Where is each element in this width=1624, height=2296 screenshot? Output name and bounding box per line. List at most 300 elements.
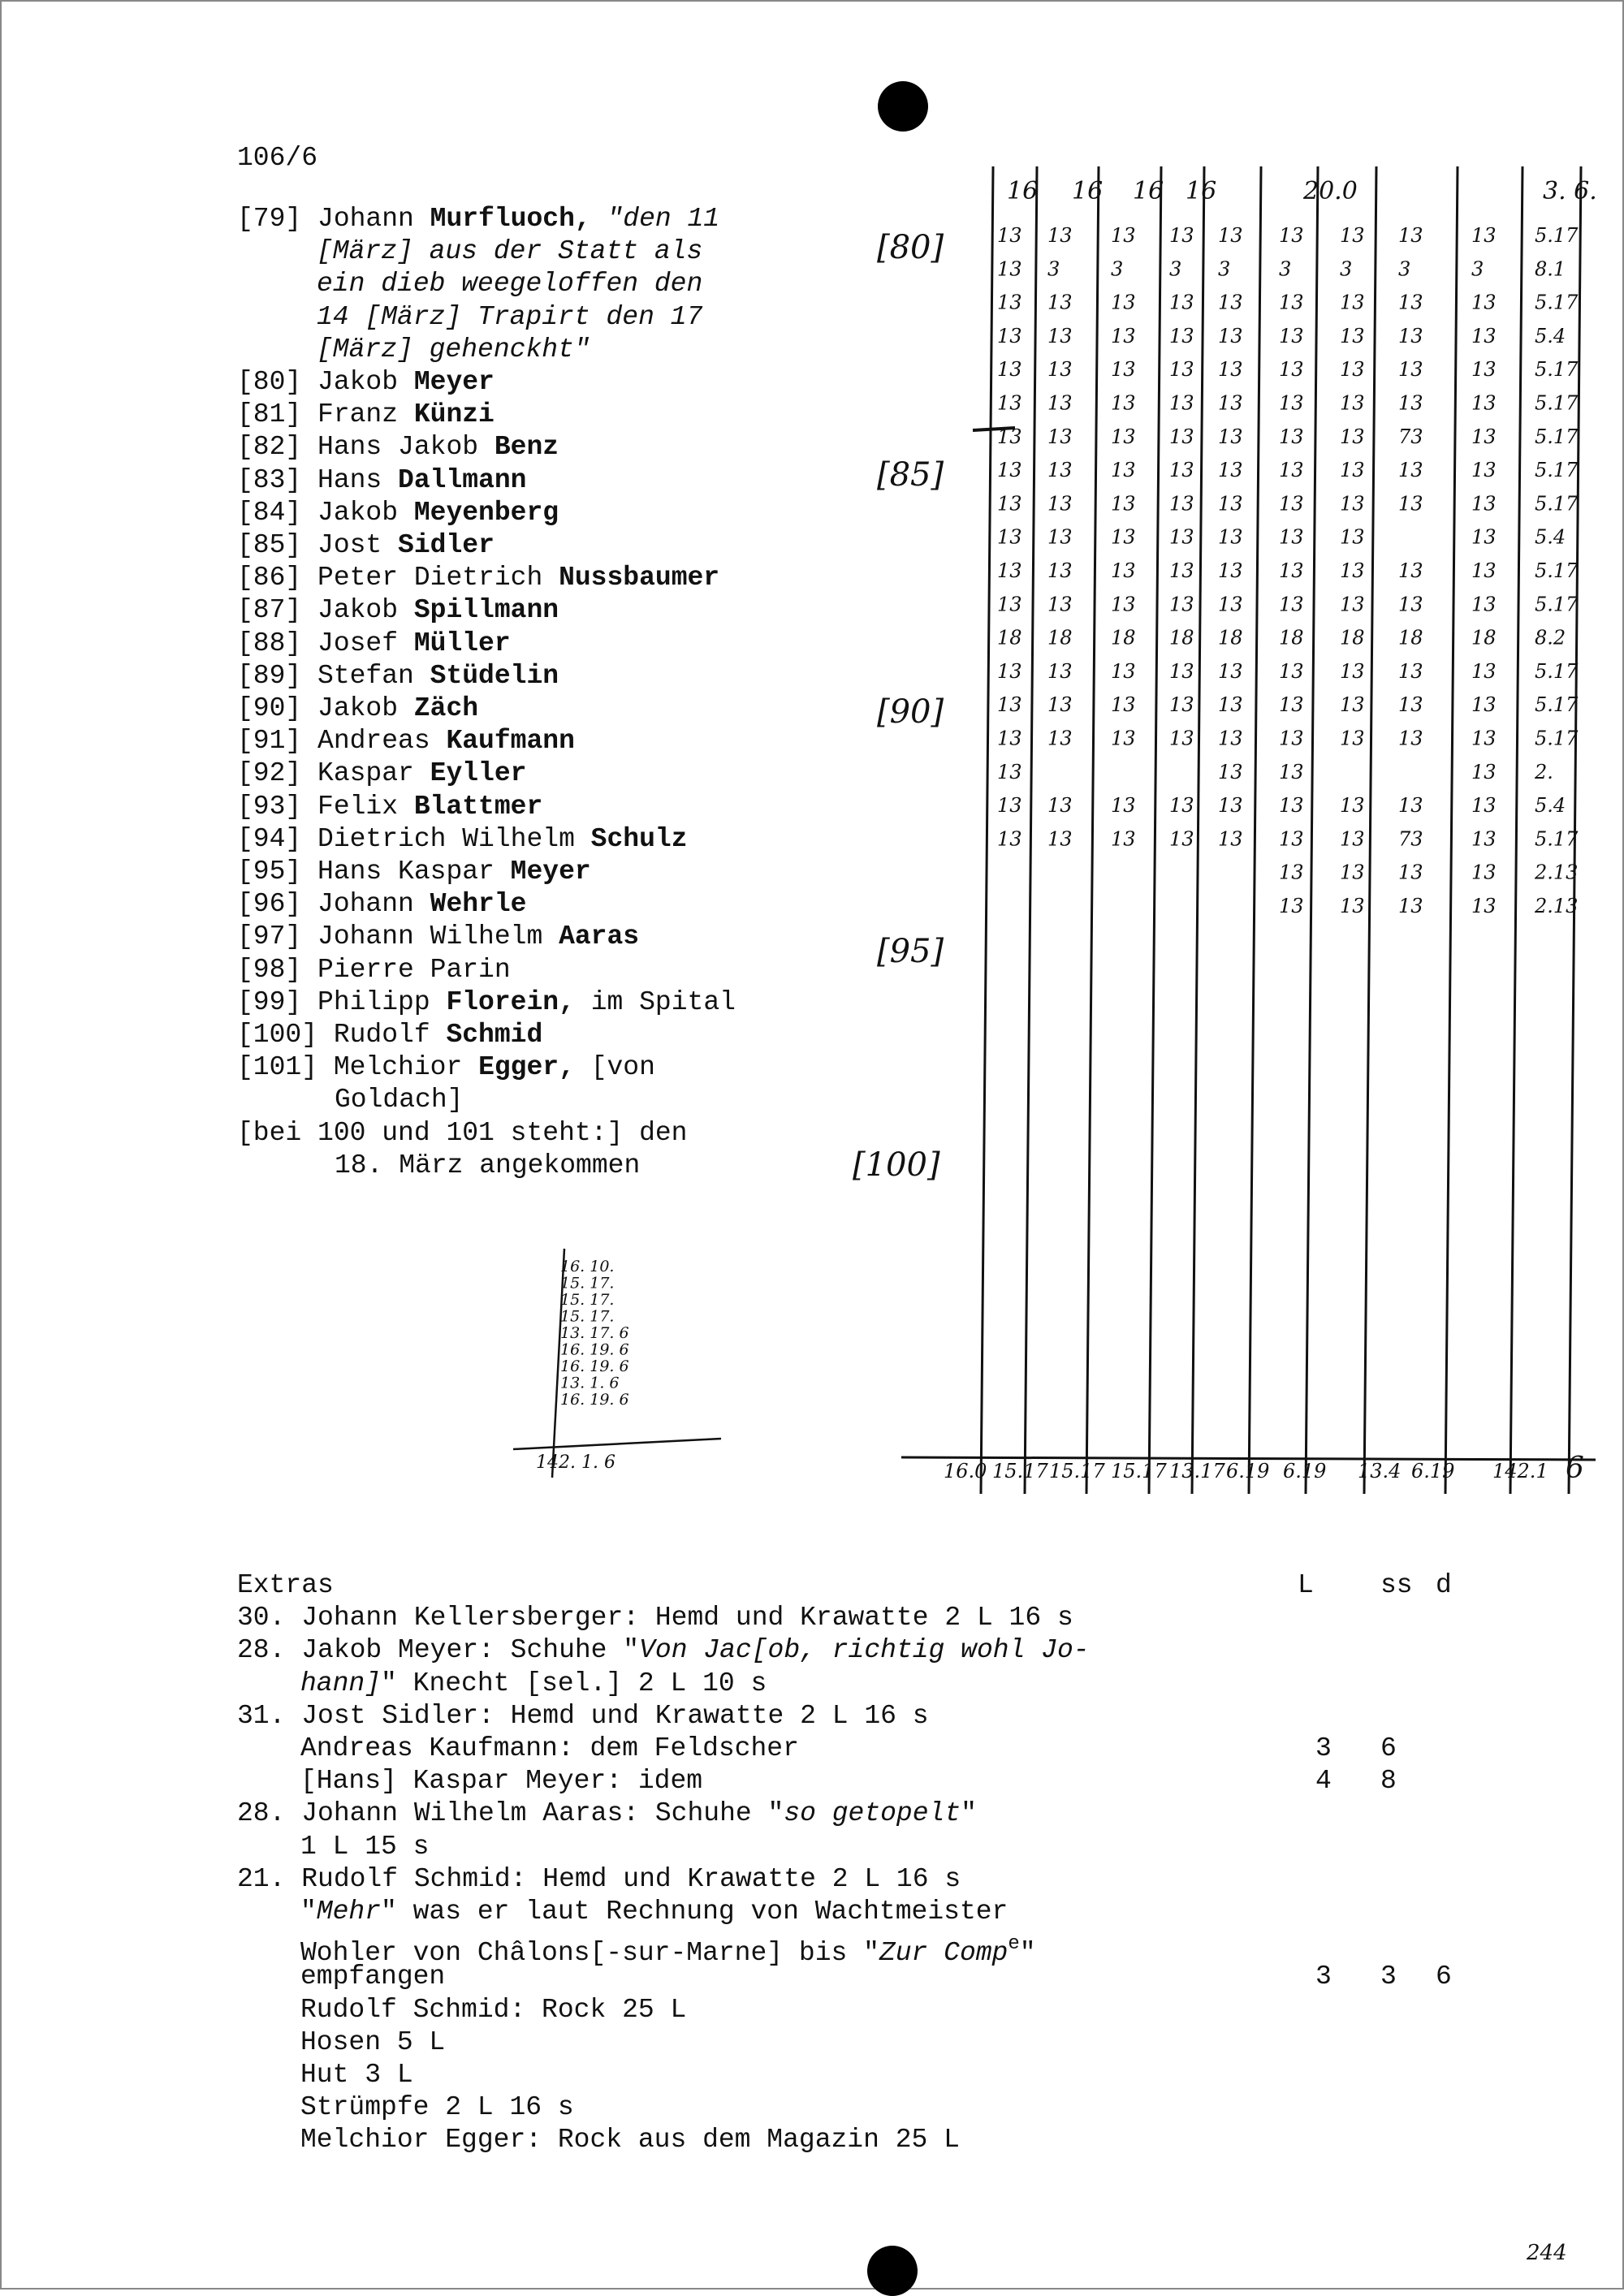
ledger-total: 15.17 <box>1111 1460 1167 1482</box>
ledger-cell: 13 <box>1047 391 1073 415</box>
ledger-cell: 13 <box>1218 760 1243 783</box>
ledger-cell: 13 <box>1169 794 1194 818</box>
ledger-cell: 13 <box>997 425 1022 448</box>
ledger-row-marker: [100] <box>853 1146 940 1184</box>
column-header-text: L <box>1298 1570 1314 1600</box>
ledger-cell: 3 <box>1279 257 1292 281</box>
ledger-cell: 13 <box>1111 459 1136 482</box>
extras-text: empfangen <box>300 1962 446 1992</box>
roster-surname: Eyller <box>430 758 527 789</box>
ledger-cell: 13 <box>1111 492 1136 516</box>
ledger-cell: 13 <box>1279 291 1304 314</box>
roster-number-name: [98] Pierre Parin <box>237 954 527 985</box>
ledger-cell: 13 <box>1047 291 1073 314</box>
ledger-cell: 13 <box>1471 727 1497 750</box>
extras-quote: Zur Comp <box>879 1938 1009 1969</box>
ledger-cell: 13 <box>1111 291 1136 314</box>
ledger-cell: 13 <box>1111 693 1136 717</box>
tally-value: 16. 19. 6 <box>560 1340 629 1359</box>
ledger-cell: 13 <box>1279 794 1304 818</box>
roster-number-name: [101] Melchior <box>237 1052 479 1083</box>
roster-surname: Wehrle <box>430 889 527 920</box>
ledger-column-rule <box>1025 166 1037 1494</box>
page-number: 244 <box>1527 2241 1567 2265</box>
ledger-cell: 13 <box>997 492 1022 516</box>
extras-text: 28. Jakob Meyer: Schuhe " <box>237 1635 640 1666</box>
ledger-cell: 13 <box>997 459 1022 482</box>
ledger-cell: 13 <box>1340 827 1365 851</box>
roster-number-name: [95] Hans Kaspar <box>237 857 511 887</box>
extras-text: Rudolf Schmid: Rock 25 L <box>300 1994 687 2025</box>
ledger-cell: 13 <box>1340 693 1365 717</box>
ledger-cell: 13 <box>1169 358 1194 382</box>
ledger-total: 15.17 <box>1049 1460 1105 1482</box>
ledger-cell: 2. <box>1535 760 1553 783</box>
ledger-cell: 13 <box>1398 861 1423 884</box>
roster-surname: Benz <box>494 432 559 463</box>
ledger-cell: 8.1 <box>1535 257 1566 281</box>
ledger-cell: 13 <box>1218 525 1243 549</box>
ledger-cell: 13 <box>1111 391 1136 415</box>
ledger-cell: 13 <box>1471 861 1497 884</box>
ledger-cell: 13 <box>1398 693 1423 717</box>
ledger-cell: 13 <box>1047 827 1073 851</box>
ledger-cell: 13 <box>1471 659 1497 683</box>
ledger-column-rule <box>1306 166 1318 1494</box>
extras-text: " was er laut Rechnung von Wachtmeister <box>381 1897 1009 1927</box>
ledger-cell: 13 <box>1218 559 1243 582</box>
ledger-cell: 3 <box>1218 257 1231 281</box>
ledger-row-marker: [95] <box>877 933 944 970</box>
extras-text: " <box>1019 1938 1036 1969</box>
ledger-cell: 13 <box>1471 425 1497 448</box>
ledger-cell: 13 <box>1111 727 1136 750</box>
ledger-cell: 13 <box>1218 324 1243 347</box>
ledger-cell: 13 <box>997 593 1022 616</box>
ledger-header-value: 16 <box>1007 177 1039 205</box>
ledger-cell: 13 <box>1279 391 1304 415</box>
ledger-column-rule <box>1249 166 1261 1494</box>
roster-number-name: [90] Jakob <box>237 693 414 723</box>
roster-surname: Meyenberg <box>413 497 559 528</box>
ledger-cell: 13 <box>1111 659 1136 683</box>
ledger-cell: 13 <box>1398 895 1423 917</box>
ledger-cell: 13 <box>997 525 1022 549</box>
ledger-total: 13.17 <box>1169 1460 1225 1482</box>
ledger-cell: 13 <box>1340 492 1365 516</box>
ledger-cell: 13 <box>1471 827 1497 851</box>
ledger-cell: 13 <box>1471 559 1497 582</box>
ledger-cell: 8.2 <box>1535 626 1566 650</box>
ledger-cell: 13 <box>997 827 1022 851</box>
ledger-cell: 13 <box>1111 794 1136 818</box>
ledger-cell: 13 <box>1111 224 1136 247</box>
ledger-cell: 13 <box>1279 727 1304 750</box>
ledger-cell: 18 <box>997 626 1022 650</box>
ledger-cell: 13 <box>1218 391 1243 415</box>
ledger-header-value: 16 <box>1186 177 1217 205</box>
roster-note-text: Goldach] <box>335 1085 464 1116</box>
superscript: e <box>1008 1933 1020 1956</box>
ledger-cell: 5.17 <box>1535 425 1579 448</box>
ledger-cell: 13 <box>1169 693 1194 717</box>
ledger-cell: 13 <box>1340 559 1365 582</box>
ledger-cell: 3 <box>1111 257 1124 281</box>
ledger-cell: 73 <box>1398 425 1423 448</box>
ledger-cell: 13 <box>997 224 1022 247</box>
ledger-column-rule <box>1149 166 1161 1494</box>
ledger-cell: 13 <box>1279 425 1304 448</box>
ledger-cell: 13 <box>1218 727 1243 750</box>
ledger-cell: 2.13 <box>1535 895 1579 917</box>
roster-surname: Zäch <box>413 693 479 723</box>
roster-number-name: [91] Andreas <box>237 726 447 757</box>
ledger-header-value: 20.0 <box>1303 177 1358 205</box>
ledger-cell: 13 <box>1218 358 1243 382</box>
roster-note-text: 14 [März] Trapirt den 17 <box>317 301 703 332</box>
roster-number-name: [100] Rudolf <box>237 1020 447 1050</box>
ledger-cell: 13 <box>1279 760 1304 783</box>
ledger-cell: 13 <box>1279 659 1304 683</box>
ledger-cell: 13 <box>1169 425 1194 448</box>
ledger-cell: 13 <box>997 760 1022 783</box>
ledger-cell: 13 <box>1340 291 1365 314</box>
extras-title-text: Extras <box>237 1570 334 1600</box>
roster-surname: Egger, <box>478 1052 575 1083</box>
ledger-cell: 13 <box>1047 324 1073 347</box>
ledger-cell: 18 <box>1340 626 1365 650</box>
ledger-cell: 13 <box>1279 559 1304 582</box>
ledger-cell: 13 <box>1471 794 1497 818</box>
ledger-cell: 3 <box>1169 257 1182 281</box>
column-header-text: ss <box>1380 1570 1413 1600</box>
tally-value: 13. 1. 6 <box>560 1374 620 1392</box>
roster-surname: Blattmer <box>413 791 543 822</box>
ledger-cell: 13 <box>1279 224 1304 247</box>
ledger-row-marker: [80] <box>877 229 944 266</box>
ledger-cell: 13 <box>1047 224 1073 247</box>
amount-value: 6 <box>1436 1962 1452 1992</box>
ledger-cell: 13 <box>1279 492 1304 516</box>
tally-value: 15. 17. <box>560 1307 615 1326</box>
ledger-cell: 13 <box>1047 794 1073 818</box>
roster-surname: Florein, <box>446 986 575 1017</box>
ledger-cell: 18 <box>1279 626 1304 650</box>
roster-number-name: [84] Jakob <box>237 497 414 528</box>
ledger-cell: 13 <box>1218 794 1243 818</box>
roster-number-name: [87] Jakob <box>237 595 414 626</box>
ledger-cell: 13 <box>1340 659 1365 683</box>
roster-note-text: ein dieb weegeloffen den <box>317 269 703 300</box>
ledger-total: 15.17 <box>992 1460 1048 1482</box>
ledger-cell: 18 <box>1218 626 1243 650</box>
ledger-cell: 13 <box>1047 525 1073 549</box>
ledger-total: 6.19 <box>1283 1460 1327 1482</box>
amount-value: 6 <box>1380 1733 1397 1763</box>
extras-quote: hann] <box>300 1668 382 1698</box>
extras-text: [Hans] Kaspar Meyer: idem <box>300 1766 703 1797</box>
ledger-cell: 13 <box>1111 559 1136 582</box>
ledger-cell: 13 <box>1471 291 1497 314</box>
ledger-cell: 13 <box>1169 291 1194 314</box>
ledger-cell: 13 <box>1340 459 1365 482</box>
extras-text: Andreas Kaufmann: dem Feldscher <box>300 1733 799 1763</box>
ledger-cell: 5.17 <box>1535 727 1579 750</box>
roster-number-name: [86] Peter Dietrich <box>237 563 559 593</box>
ledger-cell: 13 <box>1111 425 1136 448</box>
ledger-cell: 13 <box>1340 358 1365 382</box>
ledger-header-value: 3. 6. <box>1543 177 1597 205</box>
ledger-column-rule <box>1510 166 1522 1494</box>
roster-surname: Stüdelin <box>430 660 559 691</box>
roster-surname: Murfluoch, <box>430 204 591 234</box>
extras-text: " Knecht [sel.] 2 L 10 s <box>381 1668 767 1698</box>
extras-text: Strümpfe 2 L 16 s <box>300 2092 574 2123</box>
roster-note-text: [März] gehenckht" <box>317 334 590 365</box>
ledger-cell: 13 <box>1398 727 1423 750</box>
ledger-cell: 13 <box>997 794 1022 818</box>
ledger-cell: 13 <box>1471 895 1497 917</box>
extras-quote: Mehr <box>316 1897 382 1927</box>
ledger-cell: 13 <box>1471 525 1497 549</box>
roster-number-name: [94] Dietrich Wilhelm <box>237 823 591 854</box>
ledger-cell: 13 <box>1340 794 1365 818</box>
ledger-cell: 13 <box>1398 391 1423 415</box>
roster-note: [von <box>574 1052 655 1083</box>
ledger-cell: 13 <box>1218 291 1243 314</box>
ledger-cell: 18 <box>1471 626 1497 650</box>
ledger-cell: 2.13 <box>1535 861 1579 884</box>
roster-number-name: [93] Felix <box>237 791 414 822</box>
ledger-cell: 13 <box>1340 861 1365 884</box>
tally-value: 15. 17. <box>560 1274 615 1293</box>
ledger-cell: 13 <box>1279 895 1304 917</box>
extras-quote: Von Jac[ob, richtig wohl Jo- <box>639 1635 1090 1666</box>
ledger-cell: 13 <box>1047 459 1073 482</box>
ledger-row-marker: [85] <box>877 456 944 494</box>
ledger-cell: 73 <box>1398 827 1423 851</box>
ledger-cell: 13 <box>1398 291 1423 314</box>
ledger-column-rule <box>1445 166 1458 1494</box>
ledger-cell: 13 <box>1340 895 1365 917</box>
ledger-cell: 13 <box>997 291 1022 314</box>
amount-value: 3 <box>1315 1962 1332 1992</box>
ledger-cell: 5.17 <box>1535 593 1579 616</box>
ledger-cell: 13 <box>1398 324 1423 347</box>
ledger-cell: 13 <box>1340 224 1365 247</box>
ledger-cell: 5.4 <box>1535 794 1566 818</box>
ledger-cell: 13 <box>1340 391 1365 415</box>
ledger-cell: 13 <box>1340 324 1365 347</box>
roster-note: im Spital <box>574 986 736 1017</box>
ledger-cell: 13 <box>1169 827 1194 851</box>
tally-value: 16. 19. 6 <box>560 1357 629 1375</box>
ledger-header-value: 16 <box>1133 177 1164 205</box>
ledger-cell: 13 <box>1218 224 1243 247</box>
extras-text: Melchior Egger: Rock aus dem Magazin 25 L <box>300 2125 960 2156</box>
ledger-cell: 13 <box>1169 727 1194 750</box>
ledger-cell: 13 <box>1471 224 1497 247</box>
ledger-cell: 18 <box>1398 626 1423 650</box>
roster-note: "den 11 <box>590 204 720 234</box>
roster-number-name: [88] Josef <box>237 628 414 658</box>
tally-value: 16. 10. <box>560 1258 615 1275</box>
ledger-cell: 3 <box>1398 257 1411 281</box>
ledger-header-value: 16 <box>1072 177 1104 205</box>
ledger-cell: 13 <box>1398 459 1423 482</box>
ledger-cell: 13 <box>997 727 1022 750</box>
ledger-cell: 13 <box>1169 224 1194 247</box>
ledger-cell: 13 <box>1047 425 1073 448</box>
ledger-cell: 5.17 <box>1535 693 1579 717</box>
roster-surname: Kaufmann <box>446 726 575 757</box>
ledger-cell: 13 <box>997 659 1022 683</box>
extras-text: Hosen 5 L <box>300 2026 446 2057</box>
ledger-cell: 5.17 <box>1535 391 1579 415</box>
extras-text: 31. Jost Sidler: Hemd und Krawatte 2 L 16 s <box>237 1700 929 1731</box>
roster-number-name: [85] Jost <box>237 530 399 560</box>
ledger-cell: 13 <box>1471 324 1497 347</box>
ledger-cell: 13 <box>1398 358 1423 382</box>
ledger-cell: 13 <box>1169 559 1194 582</box>
roster-surname: Schmid <box>446 1020 543 1050</box>
amount-value: 4 <box>1315 1766 1332 1797</box>
ledger-cell: 13 <box>997 559 1022 582</box>
ledger-cell: 13 <box>1398 224 1423 247</box>
ledger-column-rule <box>1086 166 1099 1494</box>
ledger-cell: 13 <box>1340 727 1365 750</box>
ledger-column-rule <box>1364 166 1376 1494</box>
ledger-cell: 13 <box>1279 358 1304 382</box>
ledger-cell: 13 <box>1047 492 1073 516</box>
ledger-cell: 13 <box>1279 861 1304 884</box>
ledger-cell: 13 <box>1218 425 1243 448</box>
ledger-cell: 5.17 <box>1535 559 1579 582</box>
ledger-cell: 13 <box>1169 593 1194 616</box>
ledger-cell: 13 <box>997 391 1022 415</box>
ledger-cell: 13 <box>1279 525 1304 549</box>
roster-number-name: [79] Johann <box>237 204 430 234</box>
roster-surname: Spillmann <box>413 595 559 626</box>
ledger-cell: 13 <box>1279 593 1304 616</box>
roster-surname: Künzi <box>413 399 495 430</box>
roster-number-name: [83] Hans <box>237 464 399 495</box>
ledger-cell: 13 <box>1218 459 1243 482</box>
ledger-column-rule <box>981 166 993 1494</box>
extras-text: 21. Rudolf Schmid: Hemd und Krawatte 2 L 16 s <box>237 1863 961 1894</box>
ledger-cell: 13 <box>1169 525 1194 549</box>
ledger-cell: 5.17 <box>1535 358 1579 382</box>
extras-text: Hut 3 L <box>300 2060 413 2090</box>
ledger-cell: 13 <box>1398 492 1423 516</box>
roster-number-name: [80] Jakob <box>237 367 414 397</box>
ledger-row-marker: [90] <box>877 693 944 731</box>
roster-surname: Meyer <box>413 367 495 397</box>
ledger-cell: 13 <box>1471 391 1497 415</box>
ledger-cell: 13 <box>1111 593 1136 616</box>
ledger-cell: 13 <box>1471 358 1497 382</box>
amount-value: 3 <box>1315 1733 1332 1763</box>
ledger-cell: 13 <box>1398 559 1423 582</box>
extras-text: " <box>961 1798 977 1829</box>
ledger-cell: 13 <box>1398 794 1423 818</box>
ledger-cell: 13 <box>1169 459 1194 482</box>
ledger-cell: 13 <box>1111 358 1136 382</box>
amount-value: 3 <box>1380 1962 1397 1992</box>
ledger-cell: 13 <box>1398 593 1423 616</box>
extras-quote: so getopelt <box>784 1798 961 1829</box>
extras-text: Wohler von Châlons[-sur-Marne] bis " <box>300 1938 879 1969</box>
tally-value: 16. 19. 6 <box>560 1391 629 1409</box>
extras-text: 28. Johann Wilhelm Aaras: Schuhe " <box>237 1798 784 1829</box>
extras-text: " <box>300 1897 317 1927</box>
ledger-total: 16.0 <box>944 1460 987 1482</box>
roster-surname: Aaras <box>559 921 640 952</box>
roster-number-name: [82] Hans Jakob <box>237 432 495 463</box>
roster-number-name: [99] Philipp <box>237 986 447 1017</box>
roster-number-name: [96] Johann <box>237 889 430 920</box>
ledger-cell: 13 <box>1279 693 1304 717</box>
ledger-cell: 13 <box>1111 324 1136 347</box>
roster-surname: Schulz <box>590 823 688 854</box>
roster-number-name: [81] Franz <box>237 399 414 430</box>
ledger-cell: 5.17 <box>1535 459 1579 482</box>
page-reference: 106/6 <box>237 143 318 173</box>
ledger-cell: 13 <box>1218 827 1243 851</box>
ledger-cell: 13 <box>1047 593 1073 616</box>
ledger-cell: 18 <box>1111 626 1136 650</box>
ledger-cell: 13 <box>1340 525 1365 549</box>
extras-text: 1 L 15 s <box>300 1831 430 1862</box>
ledger-cell: 13 <box>1047 659 1073 683</box>
tally-total: 142. 1. 6 <box>536 1452 615 1473</box>
ledger-cell: 13 <box>1047 358 1073 382</box>
ledger-cell: 13 <box>1169 492 1194 516</box>
ledger-cell: 13 <box>1218 492 1243 516</box>
roster-arrival-text: [bei 100 und 101 steht:] den <box>237 1117 688 1148</box>
roster-surname: Müller <box>413 628 511 658</box>
roster-number-name: [89] Stefan <box>237 660 430 691</box>
ledger-total: 13.4 <box>1358 1460 1402 1482</box>
ledger-cell: 13 <box>997 358 1022 382</box>
extras-text: 30. Johann Kellersberger: Hemd und Krawatte 2 L 16 s <box>237 1603 1073 1634</box>
tally-value: 15. 17. <box>560 1291 615 1309</box>
ledger-cell: 5.17 <box>1535 492 1579 516</box>
ledger-cell: 13 <box>1471 760 1497 783</box>
ledger-cell: 5.17 <box>1535 291 1579 314</box>
ledger-cell: 18 <box>1169 626 1194 650</box>
ledger-cell: 3 <box>1471 257 1484 281</box>
ledger-cell: 13 <box>1169 391 1194 415</box>
ledger-cell: 13 <box>1111 827 1136 851</box>
ledger-cell: 13 <box>1471 492 1497 516</box>
ledger-cell: 13 <box>1169 659 1194 683</box>
ledger-total: 6 <box>1566 1452 1584 1485</box>
ledger-total: 6.19 <box>1411 1460 1455 1482</box>
roster-arrival-text: 18. März angekommen <box>335 1150 641 1180</box>
ledger-cell: 3 <box>1340 257 1353 281</box>
ledger-cell: 13 <box>1218 659 1243 683</box>
ledger-cell: 13 <box>1169 324 1194 347</box>
ledger-cell: 13 <box>1218 593 1243 616</box>
ledger-total: 142.1 <box>1492 1460 1548 1482</box>
ledger-cell: 13 <box>1279 324 1304 347</box>
ledger-total: 6.19 <box>1226 1460 1270 1482</box>
ledger-cell: 13 <box>1218 693 1243 717</box>
roster-surname: Dallmann <box>398 464 527 495</box>
ledger-cell: 13 <box>1471 693 1497 717</box>
ledger-cell: 13 <box>1471 593 1497 616</box>
